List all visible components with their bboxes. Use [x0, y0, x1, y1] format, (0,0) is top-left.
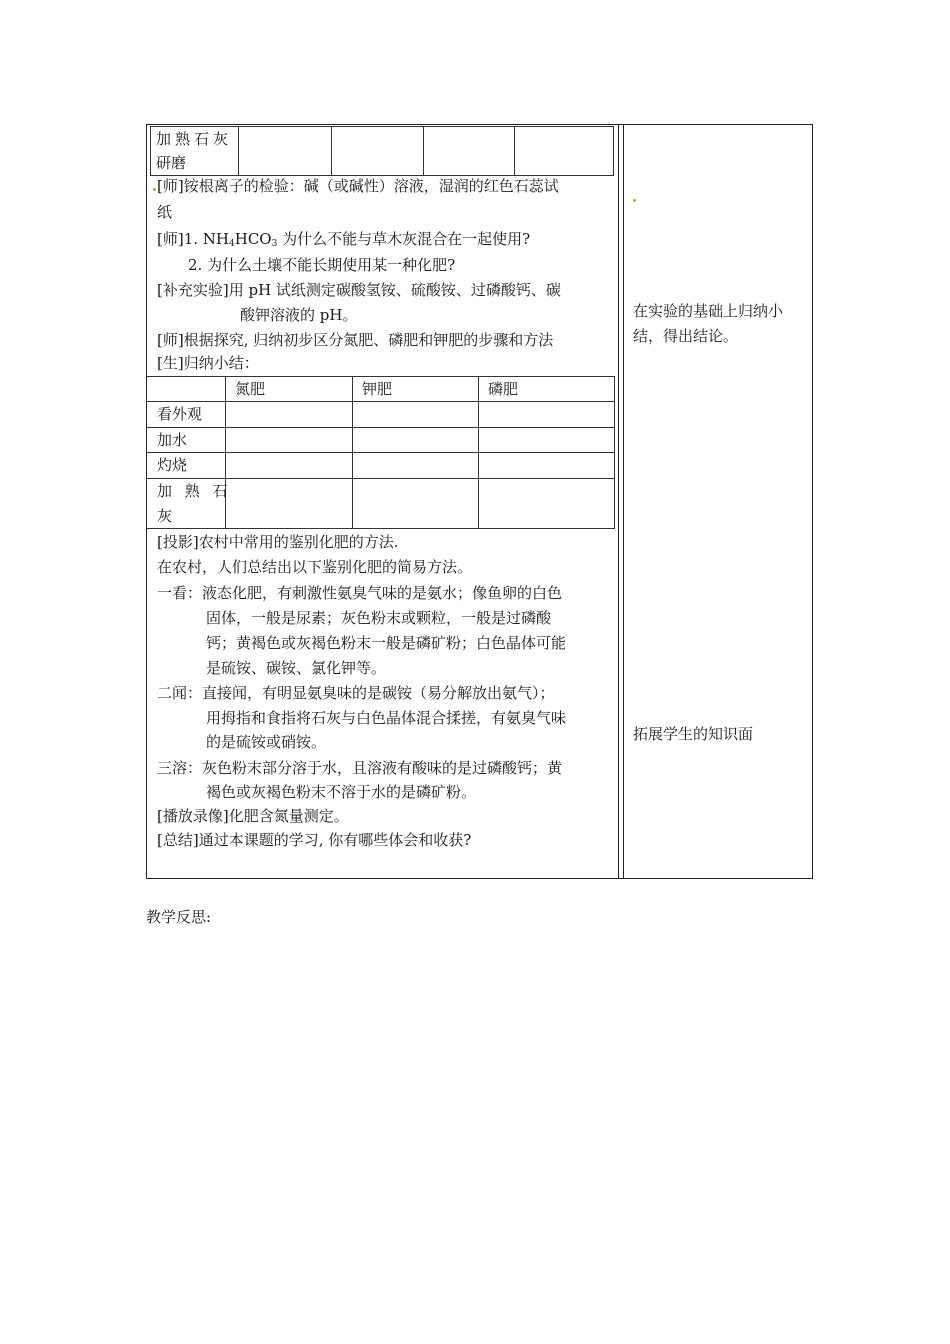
look-line3: 钙；黄褐色或灰褐色粉末一般是磷矿粉；白色晶体可能: [206, 634, 567, 652]
note-conclusion-line2: 结，得出结论。: [633, 327, 739, 345]
smell-line3: 的是硫铵或硝铵。: [206, 733, 327, 751]
supplementary-experiment-cont: 酸钾溶液的 pH。: [240, 306, 358, 324]
note-expand-knowledge: 拓展学生的知识面: [633, 725, 754, 743]
row-label-line1: 加熟石灰: [156, 130, 233, 148]
look-line2: 固体，一般是尿素；灰色粉末或颗粒，一般是过磷酸: [206, 609, 552, 627]
header-phosphorus: 磷肥: [488, 380, 519, 398]
header-potassium: 钾肥: [362, 380, 393, 398]
look-line1: 一看：液态化肥，有刺激性氨臭气味的是氨水；像鱼卵的白色: [157, 584, 563, 602]
row-appearance: 看外观: [157, 405, 203, 423]
row-burn: 灼烧: [157, 456, 188, 474]
marker-dot-right: [633, 199, 636, 202]
smell-line1: 二闻：直接闻，有明显氨臭味的是碳铵（易分解放出氨气）；: [157, 684, 555, 702]
marker-dot: [153, 188, 156, 191]
projection-heading: [投影]农村中常用的鉴别化肥的方法.: [157, 533, 399, 551]
question-1: [师]1. $NH_4HCO_3$ 为什么不能与草木灰混合在一起使用?: [157, 230, 531, 249]
supplementary-experiment: [补充实验]用 pH 试纸测定碳酸氢铵、硫酸铵、过磷酸钙、碳: [157, 281, 561, 299]
paragraph-ammonium-test-cont: 纸: [157, 203, 173, 221]
video-note: [播放录像]化肥含氮量测定。: [157, 807, 349, 825]
teacher-summary-prompt: [师]根据探究, 归纳初步区分氮肥、磷肥和钾肥的步骤和方法: [157, 331, 554, 349]
smell-line2: 用拇指和食指将石灰与白色晶体混合揉搓，有氨臭气味: [206, 709, 567, 727]
conclusion-question: [总结]通过本课题的学习, 你有哪些体会和收获?: [157, 831, 472, 849]
student-summary-label: [生]归纳小结：: [157, 354, 259, 372]
question-2: 2. 为什么土壤不能长期使用某一种化肥?: [188, 256, 456, 274]
teaching-reflection-label: 教学反思:: [146, 908, 212, 926]
rural-intro: 在农村，人们总结出以下鉴别化肥的简易方法。: [157, 558, 473, 576]
paragraph-ammonium-test: [师]铵根离子的检验：碱（或碱性）溶液，湿润的红色石蕊试: [157, 177, 559, 195]
row-lime-cont: 灰: [157, 507, 173, 525]
row-lime: 加 熟 石: [157, 482, 232, 500]
note-conclusion-line1: 在实验的基础上归纳小: [633, 302, 784, 320]
header-nitrogen: 氮肥: [235, 380, 266, 398]
dissolve-line2: 褐色或灰褐色粉末不溶于水的是磷矿粉。: [206, 783, 477, 801]
row-add-water: 加水: [157, 431, 188, 449]
look-line4: 是硫铵、碳铵、氯化钾等。: [206, 659, 387, 677]
dissolve-line1: 三溶：灰色粉末部分溶于水，且溶液有酸味的是过磷酸钙；黄: [157, 759, 563, 777]
row-label-line2: 研磨: [156, 154, 187, 172]
